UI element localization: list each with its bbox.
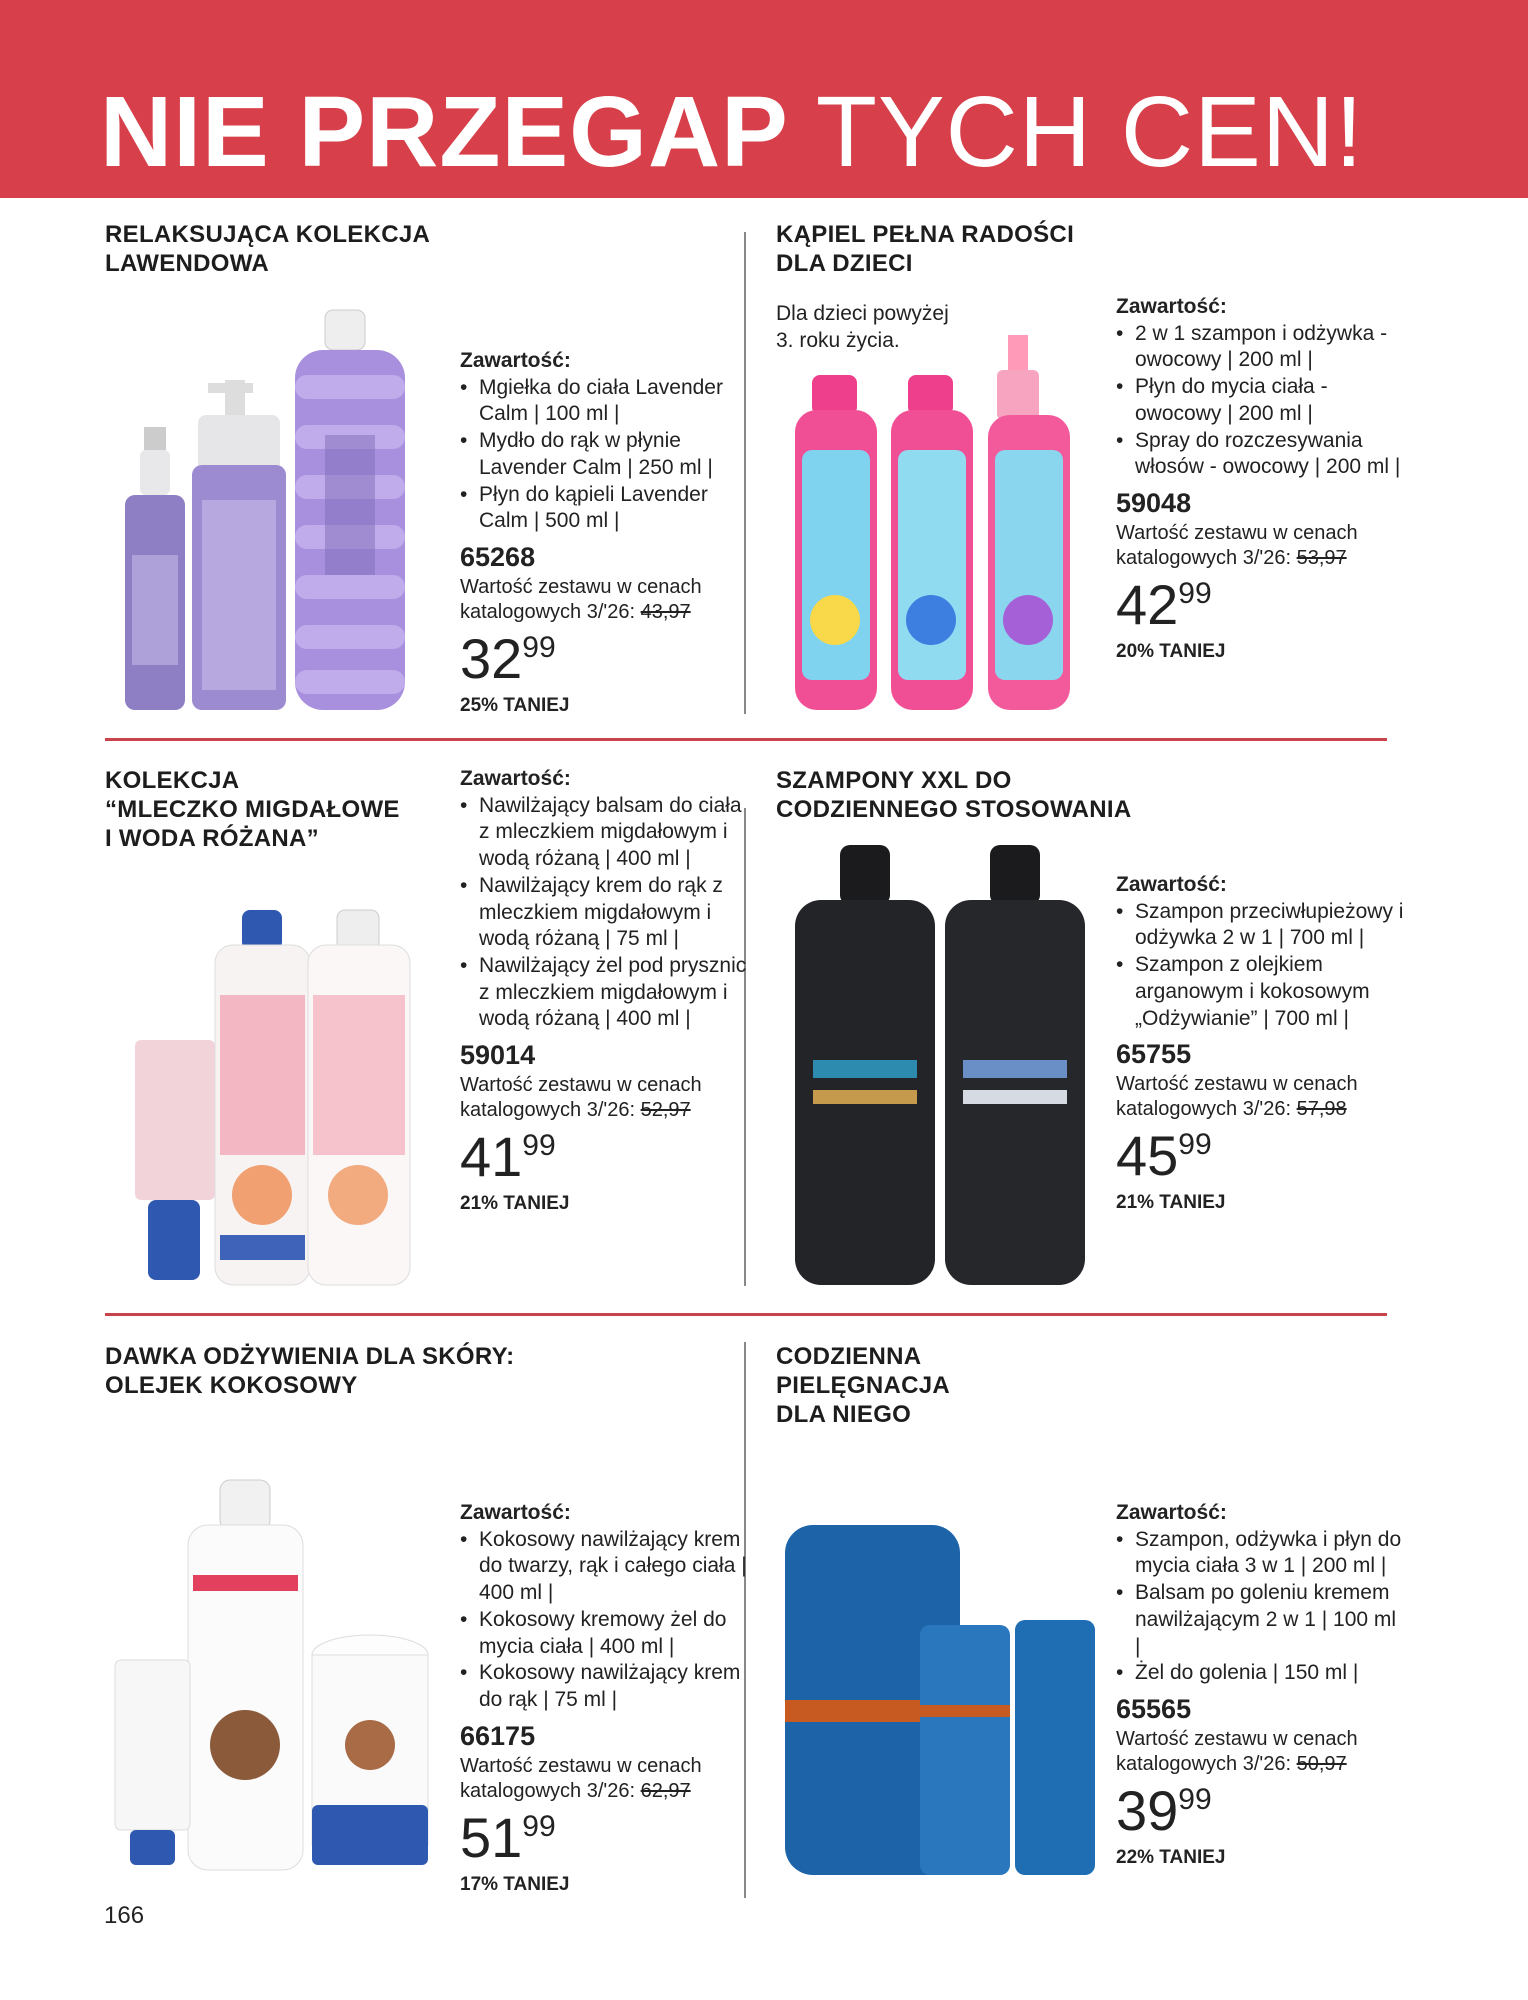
- contents-list: [460, 1527, 750, 1714]
- product-code: 65565: [1116, 1693, 1192, 1724]
- price-cents: 99: [1178, 1782, 1212, 1816]
- section-title: RELAKSUJĄCA KOLEKCJA LAWENDOWA: [105, 221, 431, 277]
- discount-badge: 21% TANIEJ: [1116, 1192, 1226, 1214]
- price: [1116, 572, 1406, 636]
- price-main: 51: [460, 1805, 523, 1869]
- set-value-text: [1116, 521, 1406, 571]
- price: [460, 626, 750, 690]
- contents-list: [460, 793, 750, 1033]
- contents-list: [1116, 899, 1406, 1033]
- product-code: 65755: [1116, 1039, 1192, 1070]
- discount-badge: 17% TANIEJ: [460, 1873, 570, 1895]
- set-value-text: [460, 1754, 750, 1804]
- list-item: • Kokosowy nawilżający krem do twarzy, rąk i całego ciała | 400 ml |: [460, 1527, 750, 1607]
- contents-list: [1116, 1527, 1406, 1687]
- age-note: Dla dzieci powyżej 3. roku życia.: [776, 302, 949, 352]
- horizontal-divider: [105, 738, 1387, 741]
- product-info: [1116, 294, 1406, 666]
- product-code: 59048: [1116, 487, 1192, 518]
- old-price: 52,97: [640, 1099, 691, 1122]
- lavender-products-image: [120, 305, 420, 715]
- contents-list: [460, 375, 750, 535]
- price-cents: 99: [1178, 576, 1212, 610]
- list-item: • Szampon przeciwłupieżowy i odżywka 2 w 1 | 700 ml |: [1116, 899, 1406, 952]
- price-cents: 99: [1178, 1128, 1212, 1162]
- list-item: • 2 w 1 szampon i odżywka - owocowy | 200 ml |: [1116, 321, 1406, 374]
- price: [460, 1805, 750, 1869]
- section-title: DAWKA ODŻYWIENIA DLA SKÓRY: OLEJEK KOKOSOWY: [105, 1343, 515, 1399]
- discount-badge: 21% TANIEJ: [460, 1193, 570, 1215]
- page-title: [100, 76, 1364, 188]
- contents-label: Zawartość:: [460, 1501, 571, 1524]
- shampoo-products-image: [795, 840, 1095, 1290]
- price: [1116, 1778, 1406, 1842]
- value-label: Wartość zestawu w cenach katalogowych 3/'26:: [460, 1074, 702, 1122]
- price-main: 45: [1116, 1124, 1179, 1188]
- list-item: • Płyn do mycia ciała - owocowy | 200 ml |: [1116, 374, 1406, 427]
- price: [1116, 1124, 1406, 1188]
- discount-badge: 22% TANIEJ: [1116, 1846, 1226, 1868]
- coconut-products-image: [110, 1475, 430, 1875]
- price-main: 42: [1116, 572, 1179, 636]
- value-label: Wartość zestawu w cenach katalogowych 3/'26:: [1116, 521, 1358, 569]
- value-label: Wartość zestawu w cenach katalogowych 3/'26:: [460, 575, 702, 623]
- old-price: 43,97: [640, 600, 691, 623]
- product-info: [1116, 872, 1406, 1217]
- men-products-image: [780, 1520, 1100, 1880]
- product-info: [460, 766, 750, 1218]
- section-title: KOLEKCJA “MLECZKO MIGDAŁOWE I WODA RÓŻANA”: [105, 767, 400, 852]
- product-info: [460, 348, 750, 720]
- discount-badge: 25% TANIEJ: [460, 694, 570, 716]
- price-cents: 99: [522, 630, 556, 664]
- price-main: 39: [1116, 1778, 1179, 1842]
- horizontal-divider: [105, 1313, 1387, 1316]
- product-info: [460, 1500, 750, 1898]
- price-main: 41: [460, 1125, 523, 1189]
- list-item: • Szampon z olejkiem arganowym i kokosowym „Odżywianie” | 700 ml |: [1116, 952, 1406, 1032]
- product-code: 65268: [460, 541, 536, 572]
- title-light: TYCH CEN!: [815, 76, 1364, 188]
- price: [460, 1125, 750, 1189]
- section-title: CODZIENNA PIELĘGNACJA DLA NIEGO: [776, 1343, 950, 1428]
- product-info: [1116, 1500, 1406, 1872]
- value-label: Wartość zestawu w cenach katalogowych 3/'26:: [1116, 1727, 1358, 1775]
- price-cents: 99: [522, 1129, 556, 1163]
- list-item: • Szampon, odżywka i płyn do mycia ciała 3 w 1 | 200 ml |: [1116, 1527, 1406, 1580]
- list-item: • Żel do golenia | 150 ml |: [1116, 1660, 1406, 1687]
- title-bold: NIE PRZEGAP: [100, 76, 789, 188]
- section-title: SZAMPONY XXL DO CODZIENNEGO STOSOWANIA: [776, 767, 1132, 823]
- old-price: 50,97: [1296, 1752, 1347, 1775]
- discount-badge: 20% TANIEJ: [1116, 640, 1226, 662]
- price-main: 32: [460, 626, 523, 690]
- set-value-text: [1116, 1727, 1406, 1777]
- set-value-text: [460, 575, 750, 625]
- old-price: 57,98: [1296, 1098, 1347, 1121]
- list-item: • Mgiełka do ciała Lavender Calm | 100 ml |: [460, 375, 750, 428]
- old-price: 53,97: [1296, 546, 1347, 569]
- kids-products-image: [790, 330, 1080, 715]
- page-number: 166: [104, 1902, 145, 1929]
- old-price: 62,97: [640, 1779, 691, 1802]
- product-code: 59014: [460, 1040, 536, 1071]
- contents-label: Zawartość:: [1116, 295, 1227, 318]
- set-value-text: [1116, 1072, 1406, 1122]
- list-item: • Spray do rozczesywania włosów - owocowy | 200 ml |: [1116, 428, 1406, 481]
- contents-label: Zawartość:: [1116, 873, 1227, 896]
- list-item: • Nawilżający krem do rąk z mleczkiem migdałowym i wodą różaną | 75 ml |: [460, 873, 750, 953]
- contents-label: Zawartość:: [460, 767, 571, 790]
- list-item: • Nawilżający balsam do ciała z mleczkiem migdałowym i wodą różaną | 400 ml |: [460, 793, 750, 873]
- contents-label: Zawartość:: [1116, 1501, 1227, 1524]
- price-cents: 99: [522, 1809, 556, 1843]
- product-code: 66175: [460, 1720, 536, 1751]
- list-item: • Mydło do rąk w płynie Lavender Calm | 250 ml |: [460, 428, 750, 481]
- value-label: Wartość zestawu w cenach katalogowych 3/'26:: [460, 1754, 702, 1802]
- list-item: • Kokosowy nawilżający krem do rąk | 75 ml |: [460, 1660, 750, 1713]
- set-value-text: [460, 1073, 750, 1123]
- contents-label: Zawartość:: [460, 349, 571, 372]
- section-title: KĄPIEL PEŁNA RADOŚCI DLA DZIECI: [776, 221, 1075, 277]
- contents-list: [1116, 321, 1406, 481]
- list-item: • Balsam po goleniu kremem nawilżającym 2 w 1 | 100 ml |: [1116, 1580, 1406, 1660]
- list-item: • Kokosowy kremowy żel do mycia ciała | 400 ml |: [460, 1607, 750, 1660]
- value-label: Wartość zestawu w cenach katalogowych 3/'26:: [1116, 1073, 1358, 1121]
- list-item: • Płyn do kąpieli Lavender Calm | 500 ml |: [460, 482, 750, 535]
- almond-products-image: [130, 905, 420, 1290]
- list-item: • Nawilżający żel pod prysznic z mleczkiem migdałowym i wodą różaną | 400 ml |: [460, 953, 750, 1033]
- header-banner: [0, 0, 1528, 198]
